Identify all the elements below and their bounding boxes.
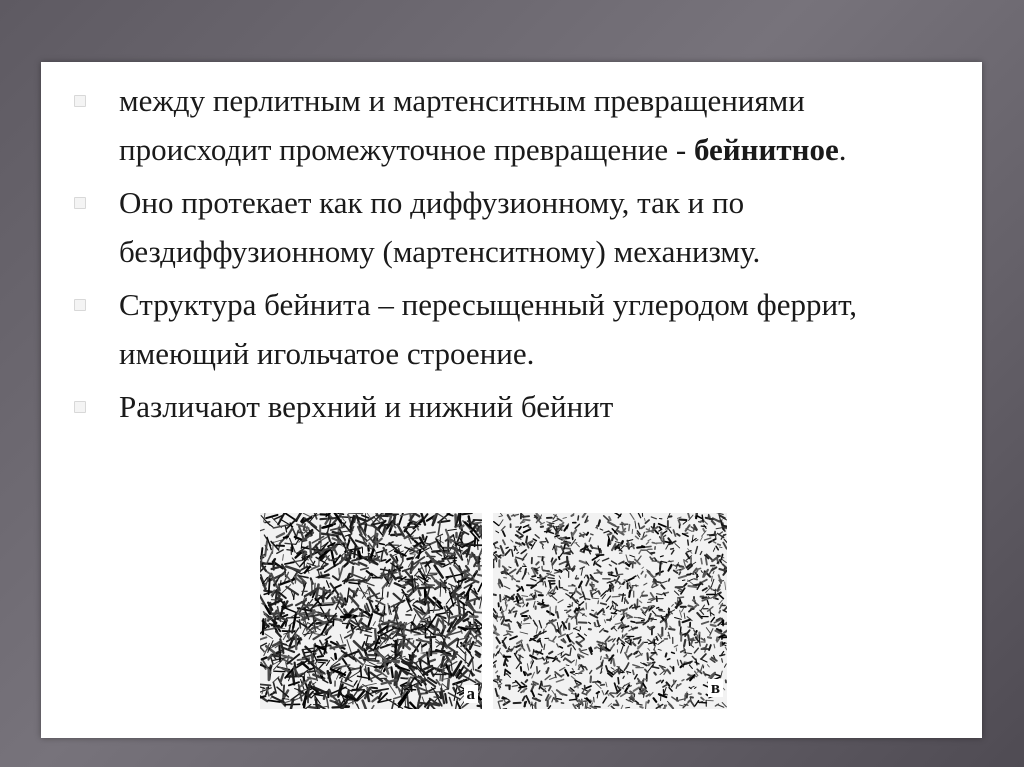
bullet-list	[41, 76, 982, 435]
bullet-marker-icon	[74, 95, 86, 107]
bullet-item	[41, 178, 982, 276]
bullet-item	[41, 382, 982, 431]
upper-bainite-micrograph	[260, 513, 482, 709]
bullet-text: Различают верхний и нижний бейнит	[119, 389, 614, 424]
bullet-item	[41, 280, 982, 378]
micrograph-label-v: в	[708, 679, 723, 697]
bullet-bold-text: бейнитное	[693, 132, 839, 167]
bullet-marker-icon	[74, 197, 86, 209]
bullet-text: Оно протекает как по диффузионному, так и по бездиффузионному (мартенситному) механизму.	[119, 185, 761, 269]
slide-card	[41, 62, 982, 738]
bullet-text: между перлитным и мартенситным превращениями происходит промежуточное превращение -	[119, 83, 805, 167]
bullet-text-end: .	[838, 132, 847, 167]
bullet-item	[41, 76, 982, 174]
bullet-text: Структура бейнита – пересыщенный углеродом феррит, имеющий игольчатое строение.	[119, 287, 858, 371]
lower-bainite-micrograph	[493, 513, 727, 709]
micrograph-label-a: а	[464, 685, 479, 703]
bullet-marker-icon	[74, 401, 86, 413]
bullet-marker-icon	[74, 299, 86, 311]
